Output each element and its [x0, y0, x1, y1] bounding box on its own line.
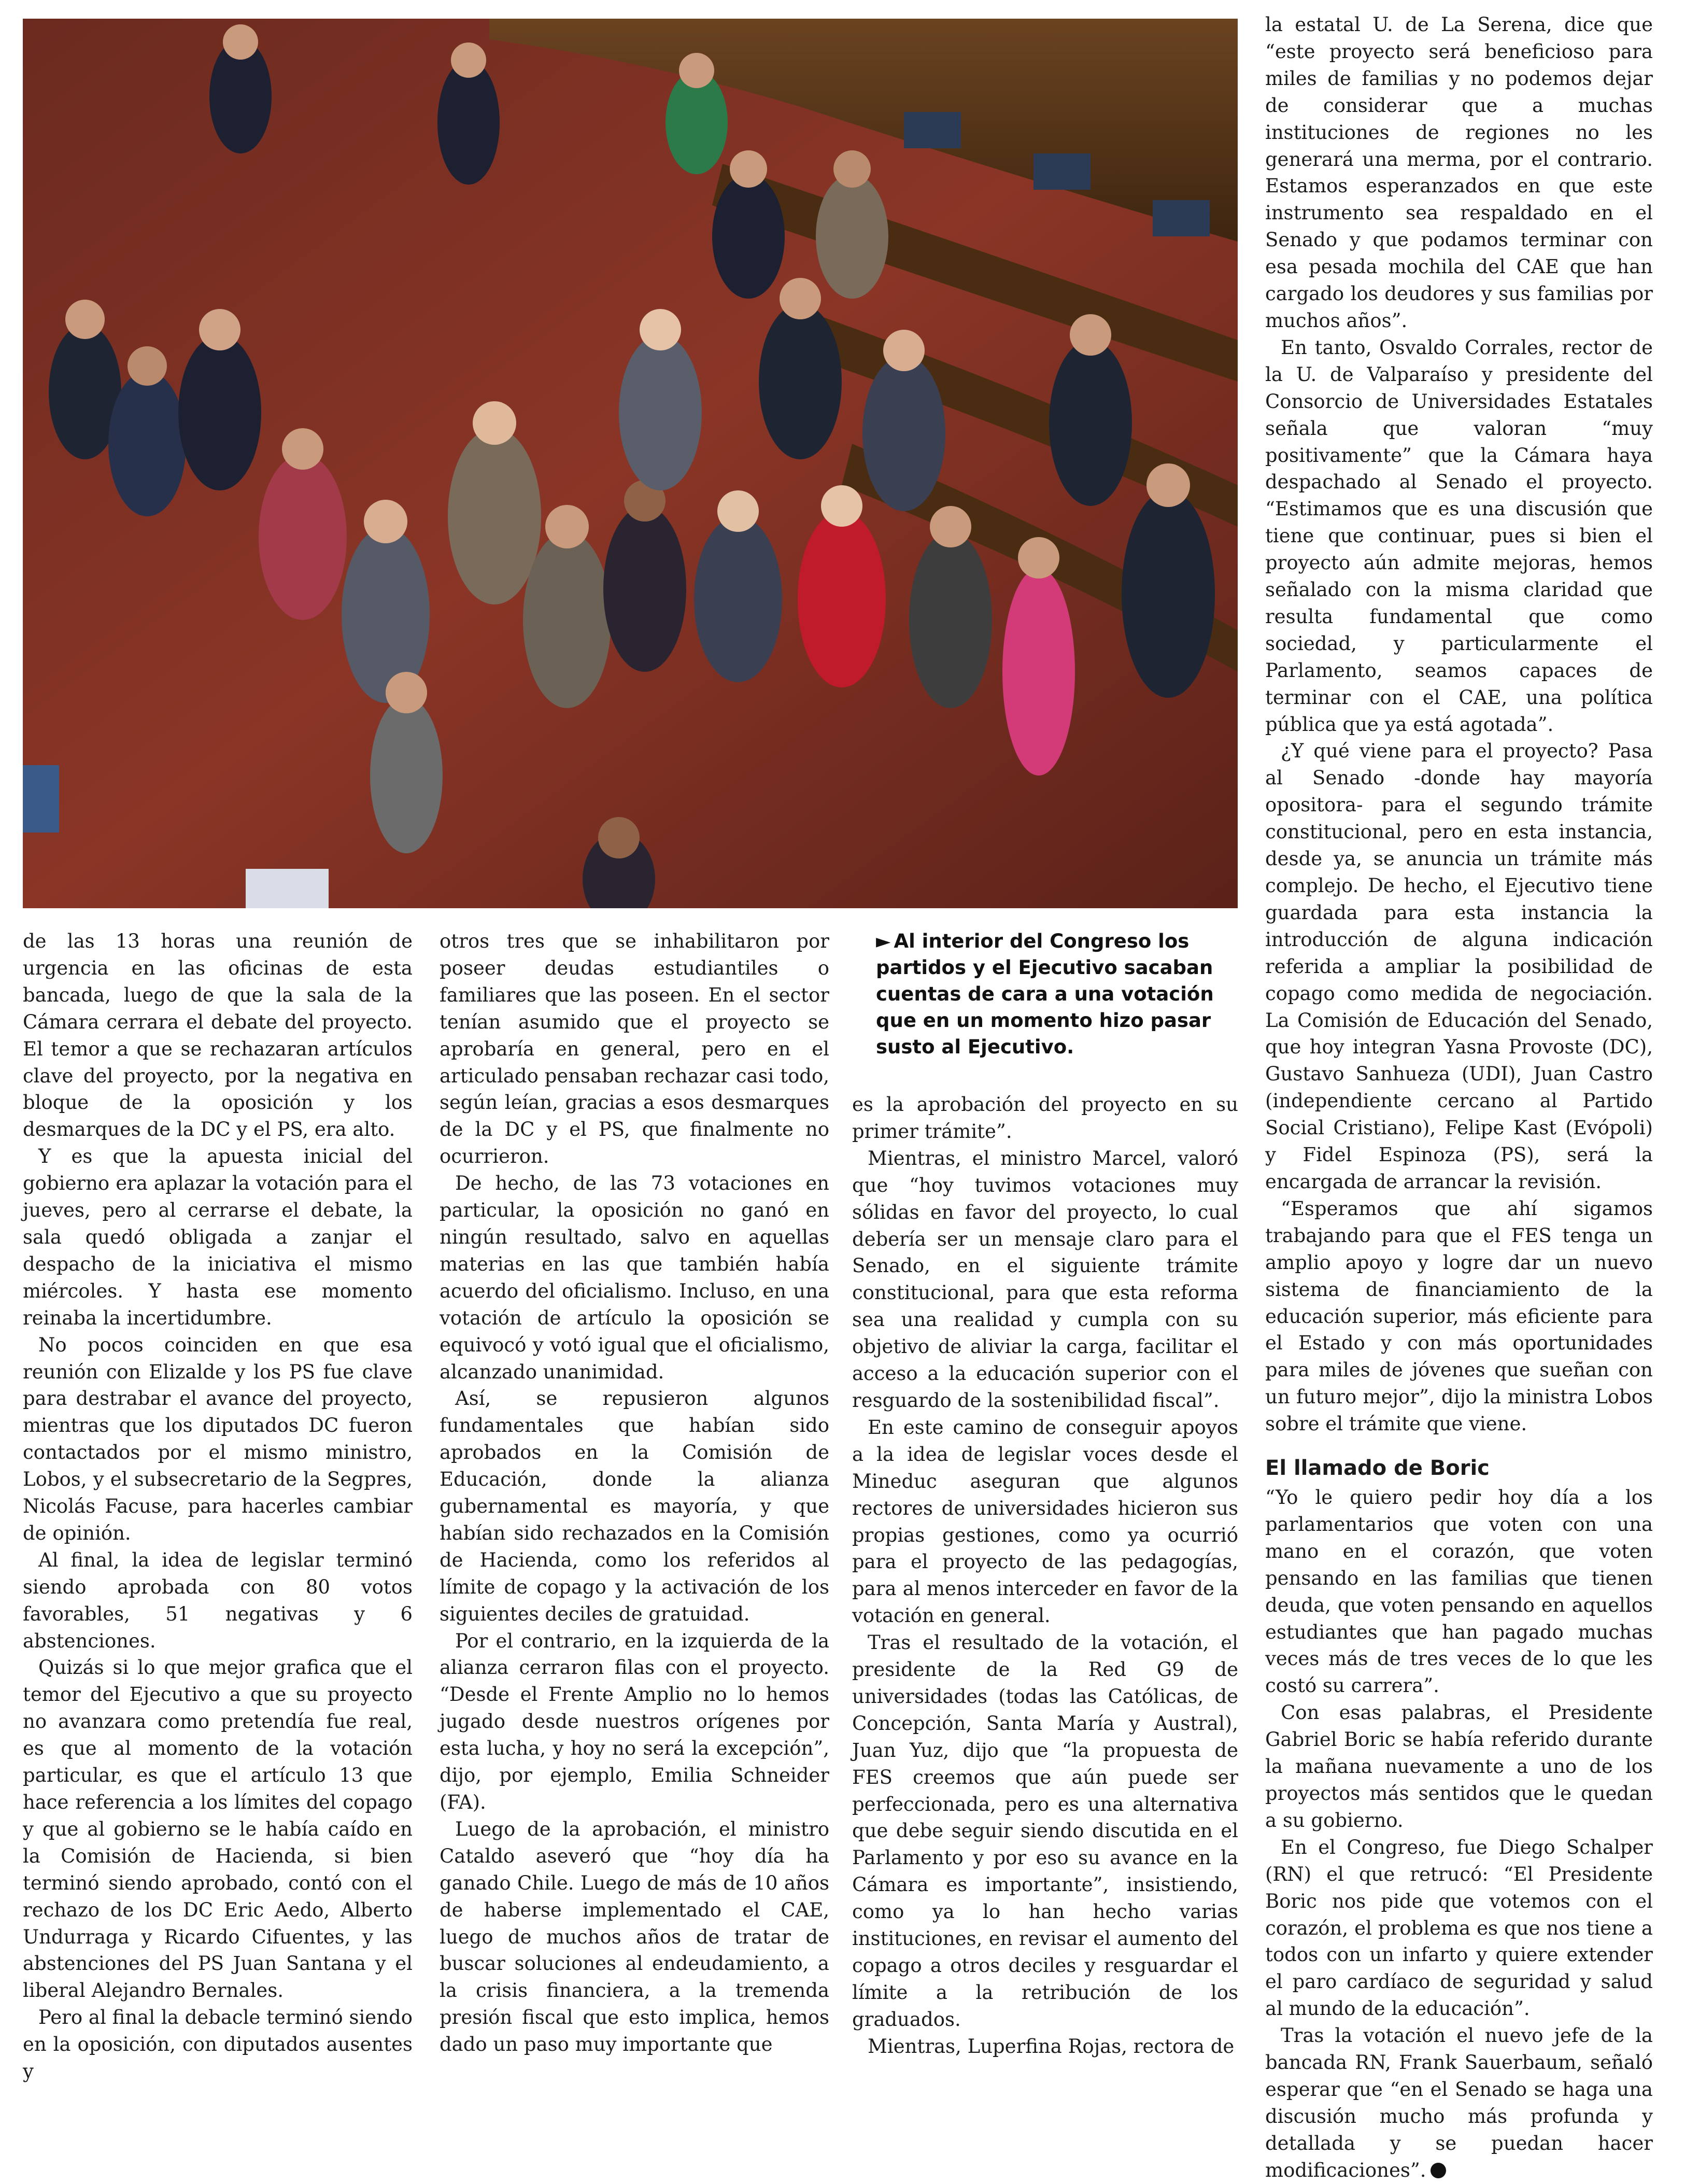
paragraph: la estatal U. de La Serena, dice que “este proyecto será beneficioso para miles de familias y no podemos dejar de considerar que a muchas instituciones de regiones no les generará una merma, por el contrario. Estamos esperanzados en que este instrumento sea respaldado en el Senado y que podamos terminar con esa pesada mochila del CAE que han cargado los deudores y sus familias por muchos años”. [1265, 13, 1653, 332]
article-column-4 [1265, 11, 1653, 2184]
photo-caption [876, 928, 1240, 1060]
paragraph: otros tres que se inhabilitaron por poseer deudas estudiantiles o familiares que las poseen. En el sector tenían asumido que el proyecto se aprobaría en general, pero en el articulado pensaban rechazar casi todo, según leían, gracias a esos desmarques de la DC y el PS, que finalmente no ocurrieron. [440, 930, 829, 1168]
paragraph: “Yo le quiero pedir hoy día a los parlamentarios que voten con una mano en el corazón, que voten pensando en las familias que tienen deuda, que voten pensando en aquellos estudiantes que han pagado muchas veces más de tres veces de lo que les costó su carrera”. [1265, 1486, 1653, 1697]
paragraph: es la aprobación del proyecto en su primer trámite”. [852, 1093, 1238, 1143]
paragraph: Luego de la aprobación, el ministro Cataldo aseveró que “hoy día ha ganado Chile. Luego de más de 10 años de haberse implementado el CAE, luego de muchos años de tratar de buscar soluciones al endeudamiento, a la crisis financiera, a la tremenda presión fiscal que esto implica, hemos dado un paso muy importante que [440, 1817, 829, 2056]
article-column-1 [23, 928, 413, 2085]
paragraph [1265, 2022, 1653, 2183]
paragraph: En el Congreso, fue Diego Schalper (RN) el que retrucó: “El Presidente Boric nos pide que votemos con el corazón, el problema es que nos tiene a todos con un infarto y quiere extender el paro cardíaco de seguridad y salud al mundo de la educación”. [1265, 1836, 1653, 2020]
paragraph: Quizás si lo que mejor grafica que el temor del Ejecutivo a que su proyecto no avanzara como pretendía fue real, es que al momento de la votación particular, es que el artículo 13 que hace referencia a los límites del copago y que al gobierno se le había caído en la Comisión de Hacienda, si bien terminó siendo aprobado, contó con el rechazo de los DC Eric Aedo, Alberto Undurraga y Ricardo Cifuentes, y las abstenciones del PS Juan Santana y el liberal Alejandro Bernales. [23, 1656, 413, 2002]
paragraph: Pero al final la debacle terminó siendo en la oposición, con diputados ausentes y [23, 2006, 413, 2083]
paragraph: Así, se repusieron algunos fundamentales que habían sido aprobados en la Comisión de Educación, donde la alianza gubernamental es mayoría, y que habían sido rechazados en la Comisión de Hacienda, como los referidos al límite de copago y la activación de los siguientes deciles de gratuidad. [440, 1387, 829, 1625]
article-column-3 [852, 1091, 1238, 2060]
paragraph: “Esperamos que ahí sigamos trabajando para que el FES tenga un amplio apoyo y logre dar un nuevo sistema de financiamiento de la educación superior, más eficiente para el Estado y con más oportunidades para miles de jóvenes que sueñan con un futuro mejor”, dijo la ministra Lobos sobre el trámite que viene. [1265, 1197, 1653, 1435]
end-of-article-bullet-icon [1431, 2163, 1446, 2178]
article-column-2 [440, 928, 829, 2058]
chamber-celebration-illustration [23, 19, 1238, 908]
paragraph: De hecho, de las 73 votaciones en particular, la oposición no ganó en ningún resultado, salvo en aquellas materias en las que también había acuerdo del oficialismo. Incluso, en una votación de artículo la oposición se equivocó y votó igual que el oficialismo, alcanzado unanimidad. [440, 1172, 829, 1383]
paragraph: de las 13 horas una reunión de urgencia en las oficinas de esta bancada, luego de que la sala de la Cámara cerrara el debate del proyecto. El temor a que se rechazaran artículos clave del proyecto, por la negativa en bloque de la oposición y los desmarques de la DC y el PS, era alto. [23, 930, 413, 1141]
paragraph: Al final, la idea de legislar terminó siendo aprobada con 80 votos favorables, 51 negativas y 6 abstenciones. [23, 1548, 413, 1652]
section-subheading: El llamado de Boric [1265, 1456, 1490, 1481]
paragraph: Con esas palabras, el Presidente Gabriel Boric se había referido durante la mañana nuevamente a uno de los proyectos más sentidos que le quedan a su gobierno. [1265, 1701, 1653, 1831]
caption-marker-icon: ► [876, 930, 891, 952]
paragraph: Mientras, el ministro Marcel, valoró que “hoy tuvimos votaciones muy sólidas en favor del proyecto, lo cual debería ser un mensaje claro para el Senado, en el siguiente trámite constitucional, para que esta reforma sea una realidad y cumpla con su objetivo de aliviar la carga, facilitar el acceso a la educación superior con el resguardo de la sostenibilidad fiscal”. [852, 1147, 1238, 1412]
caption-text: Al interior del Congreso los partidos y el Ejecutivo sacaban cuentas de cara a una votación que en un momento hizo pasar susto al Ejecutivo. [876, 930, 1214, 1058]
paragraph: Y es que la apuesta inicial del gobierno era aplazar la votación para el jueves, pero al cerrarse el debate, la sala quedó obligada a zanjar el despacho de la iniciativa el mismo miércoles. Y hasta ese momento reinaba la incertidumbre. [23, 1145, 413, 1329]
paragraph-text: Tras la votación el nuevo jefe de la bancada RN, Frank Sauerbaum, señaló esperar que “en el Senado se haga una discusión mucho más profunda y detallada y se puedan hacer modificaciones”. [1265, 2024, 1653, 2181]
paragraph: Mientras, Luperfina Rojas, rectora de [868, 2035, 1235, 2058]
paragraph: No pocos coinciden en que esa reunión con Elizalde y los PS fue clave para destrabar el avance del proyecto, mientras que los diputados DC fueron contactados por el mismo ministro, Lobos, y el subsecretario de la Segpres, Nicolás Facuse, para hacerles cambiar de opinión. [23, 1333, 413, 1544]
news-photo [23, 19, 1238, 908]
paragraph: En este camino de conseguir apoyos a la idea de legislar voces desde el Mineduc aseguran que algunos rectores de universidades hicieron sus propias gestiones, como ya ocurrió para el proyecto de las pedagogías, para al menos interceder en favor de la votación en general. [852, 1416, 1238, 1627]
paragraph: ¿Y qué viene para el proyecto? Pasa al Senado -donde hay mayoría opositora- para el segundo trámite constitucional, pero en esta instancia, desde ya, se anuncia un trámite más complejo. De hecho, el Ejecutivo tiene guardada para esta instancia la introducción de alguna indicación referida a ampliar la posibilidad de copago como medida de negociación. La Comisión de Educación del Senado, que hoy integran Yasna Provoste (DC), Gustavo Sanhueza (UDI), Juan Castro (independiente cercano al Partido Social Cristiano), Felipe Kast (Evópoli) y Fidel Espinoza (PS), será la encargada de arrancar la revisión. [1265, 740, 1653, 1193]
paragraph: En tanto, Osvaldo Corrales, rector de la U. de Valparaíso y presidente del Consorcio de Universidades Estatales señala que valoran “muy positivamente” que la Cámara haya despachado al Senado el proyecto. “Estimamos que es una discusión que tiene que continuar, pues si bien el proyecto aún admite mejoras, hemos señalado con la misma claridad que resulta fundamental que como sociedad, y particularmente el Parlamento, seamos capaces de terminar con el CAE, una política pública que ya está agotada”. [1265, 336, 1653, 736]
paragraph: Por el contrario, en la izquierda de la alianza cerraron filas con el proyecto. “Desde el Frente Amplio no lo hemos jugado desde nuestros orígenes por esta lucha, y hoy no será la excepción”, dijo, por ejemplo, Emilia Schneider (FA). [440, 1629, 829, 1813]
paragraph: Tras el resultado de la votación, el presidente de la Red G9 de universidades (todas las Católicas, de Concepción, Santa María y Austral), Juan Yuz, dijo que “la propuesta de FES creemos que aún puede ser perfeccionada, pero es una alternativa que debe seguir siendo discutida en el Parlamento y por eso su avance en la Cámara es importante”, insistiendo, como ya lo han hecho varias instituciones, en revisar el aumento del copago a otros deciles y resguardar el límite a la retribución de los graduados. [852, 1631, 1238, 2031]
